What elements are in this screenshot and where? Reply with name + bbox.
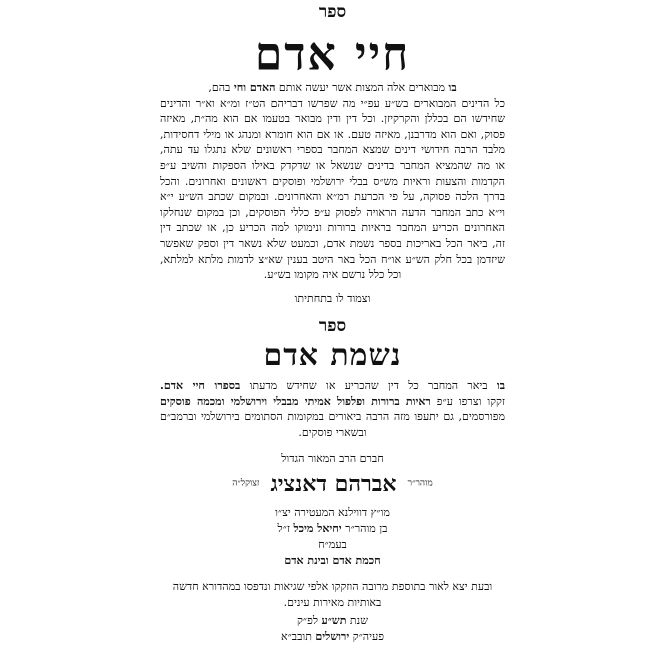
title-page (160, 0, 505, 650)
book-title: חיי אדם (254, 27, 411, 82)
publication-note: ובעת יצא לאור בתוספת מרובה הוזקקו אלפי שגיאות ונדפסו במהדורא חדשה (172, 580, 493, 593)
text-segment: זה, ביאר הכל באריכות בספר נשמת אדם, וכמעט שלא נשאר דין וספק שאפשר (160, 236, 505, 250)
text-segment: ובשארי פוסקים. (298, 425, 367, 439)
author-prefix: מוהר״ר (407, 478, 433, 489)
text-segment: פסוק, ואם הוא מדרבנן, מאיזה טעם. או אם הוא חומרא ומנהג או מילי דחסידות, (160, 127, 505, 141)
author-father-post: ז״ל (277, 522, 294, 535)
composer-line: חברם הרב המאור הגדול (281, 452, 384, 465)
book-description (160, 80, 505, 283)
attached-note: וצמוד לו בתחתיתו (294, 292, 371, 305)
author-father-pre: בן מוהר״ר (341, 522, 388, 535)
place-post: תובב״א (281, 630, 316, 643)
text-line (160, 80, 505, 96)
text-line (160, 425, 505, 441)
text-line (160, 158, 505, 174)
text-segment: ראיות ברורות ופלפול אמיתי מבבלי וירושלמי ומכמה פוסקים (160, 394, 431, 408)
text-line (160, 174, 505, 190)
author-position: מו״ץ דווילנא המעטירה יצ״ו (275, 506, 390, 519)
second-book-title: נשמת אדם (263, 338, 402, 373)
year-pre: שנת (346, 614, 368, 627)
text-segment: או מה שהמציא המחבר בדינים שנשאל או שדקדק באילו הספקות והשיב ע״פ (160, 158, 505, 172)
text-segment: בהם, (208, 81, 234, 94)
place-value: ירושלים (315, 630, 350, 643)
publication-year (160, 614, 505, 628)
text-line (160, 111, 505, 127)
author-father (160, 522, 505, 536)
text-line (160, 189, 505, 205)
text-segment: זקקו וצרפו ע״פ (430, 394, 505, 408)
text-line (160, 394, 505, 410)
author-works-label: בעמ״ח (318, 538, 347, 551)
text-segment: בו (448, 81, 457, 94)
text-segment: האחרונים הכריע המחבר בראיות ברורות ונימוקו למה הכריע כן, או שכתב דין (160, 221, 505, 235)
text-line (160, 378, 505, 394)
text-segment: הקדמות והצעות וראיות מש״ס בבלי ירושלמי ופוסקים ראשונים ואחרונים. והכל (160, 174, 505, 188)
author-name: אברהם דאנציג (270, 470, 397, 497)
text-segment: ביאר המחבר כל דין שהכריע או שחידש מדעתו (240, 379, 497, 392)
text-segment: מפורסמים, גם יתעפו מזה הרבה ביאורים במקומות הסתומים בירושלמי וברמב״ם (160, 410, 505, 424)
text-line (160, 252, 505, 268)
text-segment: שחידשו הם בכללן והקרקיזן. וכל דין ודין מבואר בטעמו אם הוא מה״ת, מאיזה (160, 112, 505, 126)
text-line (160, 96, 505, 112)
author-row (160, 470, 505, 497)
publication-place (160, 630, 505, 644)
book-label: ספר (318, 2, 347, 22)
second-book-label: ספר (318, 316, 347, 336)
publication-note-2: באותיות מאירות עינים. (283, 596, 382, 609)
text-segment: וכל כלל נרשם איה מקומו בש״ע. (263, 268, 402, 282)
text-segment: מבוארים אלה המצות אשר יעשה אותם (275, 81, 449, 94)
year-post: לפ״ק (297, 614, 322, 627)
text-line (160, 220, 505, 236)
text-segment: כל הדינים המבוארים בש״ע עפ״י מה שפרשו דבריהם הט״ז ומ״א וא״ר והדינים (160, 96, 505, 110)
text-line (160, 127, 505, 143)
author-works: חכמת אדם ובינת אדם (284, 554, 381, 567)
text-segment: בספרו חיי אדם. (160, 379, 241, 392)
author-father-name: יחיאל מיכל (293, 522, 342, 535)
text-line (160, 267, 505, 283)
second-book-description (160, 378, 505, 440)
text-line (160, 409, 505, 425)
text-segment: מלבד הרבה חידושי דינים שמצא המחבר בספרי ראשונים שלא נתגלו עד עתה, (160, 143, 505, 157)
text-line (160, 236, 505, 252)
year-value: תש״ע (321, 614, 347, 627)
text-line (160, 142, 505, 158)
text-segment: וי״א כתב המחבר הדעה הראויה לפסוק ע״פ כללי הפוסקים, וכן במקום שנחלקו (160, 205, 505, 219)
text-segment: בו (496, 379, 505, 392)
text-segment: האדם וחי (233, 81, 276, 94)
place-pre: פעיה״ק (349, 630, 384, 643)
text-line (160, 205, 505, 221)
author-suffix: זצוקל״ה (232, 478, 260, 489)
text-segment: בדרך הלכה פסוקה, על פי הכרעת רמ״א והאחרונים. ובמקום שכתב הש״ע י״א (160, 190, 505, 204)
text-segment: שיזדמן בכל חלק הש״ע או״ח הכל באר היטב בענין שא״צ לדמות מלתא למלתא, (160, 252, 505, 266)
